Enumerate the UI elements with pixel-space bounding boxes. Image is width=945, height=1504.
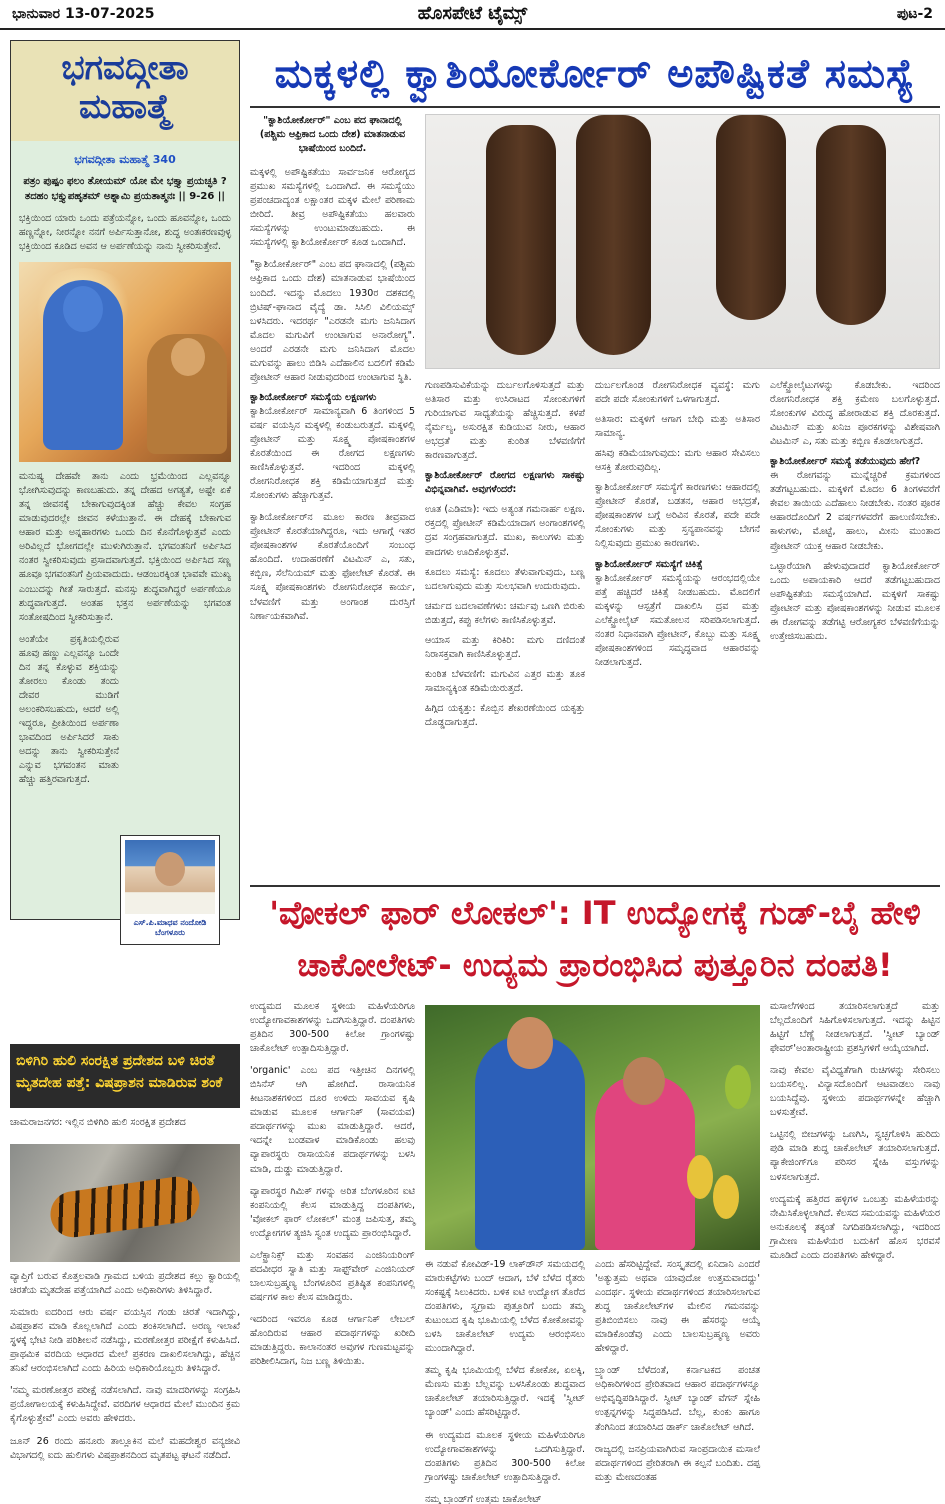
cocoa-pod xyxy=(687,1155,713,1199)
krishna-arjuna-image xyxy=(19,262,231,462)
woman-figure xyxy=(595,1075,695,1250)
leopard-para-3: 'ನಮ್ಮ ಮರಣೋತ್ತರ ಪರೀಕ್ಷೆ ನಡೆಸಲಾಗಿದೆ. ನಾವು ಮಾದರಿಗಳನ್ನು ಸಂಗ್ರಹಿಸಿ ಪ್ರಯೋಗಾಲಯಕ್ಕೆ ಕಳುಹಿಸಿದ್ದೇವೆ. ವರದಿಗಳ ಆಧಾರದ ಮೇಲೆ ಮುಂದಿನ ಕ್ರಮ ಕೈಗೊಳ್ಳುತ್ತೇವೆ' ಎಂದು ಅವರು ಹೇಳಿದರು. xyxy=(10,1385,240,1425)
kwashiorkor-c2p3: ಕೂದಲು ಸಮಸ್ಯೆ: ಕೂದಲು ತೆಳುವಾಗುವುದು, ಬಣ್ಣ ಬದಲಾಗುವುದು ಮತ್ತು ಸುಲಭವಾಗಿ ಉದುರುವುದು. xyxy=(425,566,585,592)
masthead xyxy=(0,0,945,30)
kwashiorkor-c1p3: ಕ್ವಾಶಿಯೋರ್ಕೋರ್ ಸಾಮಾನ್ಯವಾಗಿ 6 ತಿಂಗಳಿಂದ 5 ವರ್ಷ ವಯಸ್ಸಿನ ಮಕ್ಕಳಲ್ಲಿ ಕಂಡುಬರುತ್ತದೆ. ಮಕ್ಕಳಲ್ಲಿ ಪ್ರೋಟೀನ್ ಮತ್ತು ಸೂಕ್ಷ್ಮ ಪೋಷಕಾಂಶಗಳ ಕೊರತೆಯಿಂದ ಈ ರೋಗದ ಲಕ್ಷಣಗಳು ಕಾಣಿಸಿಕೊಳ್ಳುತ್ತವೆ. ಇದರಿಂದ ಮಕ್ಕಳಲ್ಲಿ ರೋಗನಿರೋಧಕ ಶಕ್ತಿ ಕಡಿಮೆಯಾಗುತ್ತದೆ ಮತ್ತು ಸೋಂಕುಗಳು ಹೆಚ್ಚಾಗುತ್ತವೆ. xyxy=(250,405,415,502)
gita-para-1: ಭಕ್ತಿಯಿಂದ ಯಾರು ಒಂದು ಪತ್ರೆಯನ್ನೋ, ಒಂದು ಹೂವನ್ನೋ, ಒಂದು ಹಣ್ಣನ್ನೋ, ನೀರನ್ನೋ ನನಗೆ ಅರ್ಪಿಸುತ್ತಾನೋ, ಶುದ್ಧ ಅಂತಃಕರಣವುಳ್ಳ ಭಕ್ತಿಯಿಂದ ಕೂಡಿದ ಅವನ ಆ ಅರ್ಪಣೆಯನ್ನು ನಾನು ಸ್ವೀಕರಿಸುತ್ತೇನೆ. xyxy=(19,213,231,253)
kwashiorkor-c2p5: ಆಯಾಸ ಮತ್ತು ಕಿರಿಕಿರಿ: ಮಗು ದಣಿದಂತೆ ನಿರಾಸಕ್ತವಾಗಿ ಕಾಣಿಸಿಕೊಳ್ಳುತ್ತದೆ. xyxy=(425,634,585,660)
chocolate-col-1 xyxy=(250,1000,415,1369)
leopard-para-1: ವ್ಯಾಪ್ತಿಗೆ ಬರುವ ಕೊತ್ತಲವಾಡಿ ಗ್ರಾಮದ ಬಳಿಯ ಪ್ರದೇಶದ ಕಲ್ಲು ಕ್ವಾರಿಯಲ್ಲಿ ಚಿರತೆಯ ಮೃತದೇಹ ಪತ್ತೆಯಾಗಿದೆ ಎಂದು ಅಧಿಕಾರಿಗಳು ತಿಳಿಸಿದ್ದಾರೆ. xyxy=(10,1271,240,1297)
child-leg xyxy=(576,115,651,355)
kwashiorkor-headline-box xyxy=(250,40,940,108)
kwashiorkor-headline: ಮಕ್ಕಳಲ್ಲಿ ಕ್ವಾಶಿಯೋರ್ಕೋರ್ ಅಪೌಷ್ಟಿಕತೆ ಸಮಸ್ಯೆ xyxy=(274,51,916,97)
newspaper-name: ಹೊಸಪೇಟೆ ಟೈಮ್ಸ್ xyxy=(417,3,528,24)
chocolate-c2p4: ನಮ್ಮ ಬ್ರಾಂಡ್‌ಗೆ ಉತ್ತಮ ಚಾಕೊಲೇಟ್ xyxy=(425,1493,542,1504)
issue-date: ಭಾನುವಾರ 13-07-2025 xyxy=(12,6,155,22)
chocolate-c2p2: ತಮ್ಮ ಕೃಷಿ ಭೂಮಿಯಲ್ಲಿ ಬೆಳೆದ ಕೋಕೋ, ಏಲಕ್ಕಿ, ಮೆಣಸು ಮತ್ತು ಬೆಲ್ಲವನ್ನು ಬಳಸಿಕೊಂಡು ಶುದ್ಧವಾದ ಚಾಕೊಲೇಟ್ ತಯಾರಿಸುತ್ತಿದ್ದಾರೆ. ಇದಕ್ಕೆ 'ಸ್ವೀಟ್ ಬ್ಯಾಂಡ್' ಎಂದು ಹೆಸರಿಟ್ಟಿದ್ದಾರೆ. xyxy=(425,1365,585,1419)
kwashiorkor-c3p1: ದುರ್ಬಲಗೊಂಡ ರೋಗನಿರೋಧಕ ವ್ಯವಸ್ಥೆ: ಮಗು ಪದೇ ಪದೇ ಸೋಂಕುಗಳಿಗೆ ಒಳಗಾಗುತ್ತದೆ. xyxy=(595,380,760,406)
chocolate-headline-box xyxy=(250,885,940,993)
gita-title-line2: ಮಹಾತ್ಮೆ xyxy=(79,87,171,128)
kwashiorkor-c4p2: ಈ ರೋಗವನ್ನು ಮುನ್ನೆಚ್ಚರಿಕೆ ಕ್ರಮಗಳಿಂದ ತಡೆಗಟ್ಟಬಹುದು. ಮಕ್ಕಳಿಗೆ ಮೊದಲ 6 ತಿಂಗಳವರೆಗೆ ಕೇವಲ ತಾಯಿಯ ಎದೆಹಾಲು ನೀಡಬೇಕು. ನಂತರ ಪೂರಕ ಆಹಾರದೊಂದಿಗೆ 2 ವರ್ಷಗಳವರೆಗೆ ಹಾಲುಣಿಸಬೇಕು. ಕಾಳುಗಳು, ಮೊಟ್ಟೆ, ಹಾಲು, ಮೀನು ಮುಂತಾದ ಪ್ರೋಟೀನ್ ಯುಕ್ತ ಆಹಾರ ನೀಡಬೇಕು. xyxy=(770,470,940,552)
leopard-para-4: ಜೂನ್ 26 ರಂದು ಹನೂರು ತಾಲ್ಲೂಕಿನ ಮಲೆ ಮಹದೇಶ್ವರ ವನ್ಯಜೀವಿ ವಿಭಾಗದಲ್ಲಿ ಐದು ಹುಲಿಗಳು ವಿಷಪ್ರಾಶನದಿಂದ ಮೃತಪಟ್ಟ ಘಟನೆ ನಡೆದಿದೆ. xyxy=(10,1435,240,1461)
chocolate-c4p1: ಮಸಾಲೆಗಳಿಂದ ತಯಾರಿಸಲಾಗುತ್ತದೆ ಮತ್ತು ಬೆಲ್ಲದೊಂದಿಗೆ ಸಿಹಿಗೊಳಿಸಲಾಗುತ್ತದೆ. ಇದನ್ನು ಹಿಟ್ಟಿನ ಹಿಟ್ಟಿಗೆ ಬೆಣ್ಣೆ ನೀಡಲಾಗುತ್ತದೆ. 'ಸ್ವೀಟ್ ಬ್ಯಾಂಡ್ ಫೇವರ್'ಅಂತಾರಾಷ್ಟ್ರೀಯ ಪ್ರಶಸ್ತಿಗಳಿಗೆ ಆಯ್ಕೆಯಾಗಿದೆ. xyxy=(770,1001,940,1055)
author-photo xyxy=(125,840,215,914)
gita-verse: ಪತ್ರಂ ಪುಷ್ಪಂ ಫಲಂ ತೋಯಮ್ ಯೋ ಮೇ ಭಕ್ತ್ಯಾ ಪ್ರಯಚ್ಛತಿ ? ತದಹಂ ಭಕ್ತ್ಯುಪಹೃತಮ್ ಅಶ್ನಾಮಿ ಪ್ರಯತಾತ್ಮನಃ || 9-26 || xyxy=(23,176,227,202)
chocolate-col-3 xyxy=(595,1258,760,1485)
leopard-article xyxy=(10,1044,240,1499)
gita-para-2: ಮನುಷ್ಯ ದೇಹವೇ ತಾನು ಎಂದು ಭ್ರಮೆಯಿಂದ ಎಲ್ಲವನ್ನೂ ಭೋಗಿಸುವುದನ್ನು ಕಾಣಬಹುದು. ತನ್ನ ದೇಹದ ಅಗತ್ಯತೆ, ಅಷ್ಟೇ ಏಕೆ ತನ್ನ ಜೀವನಕ್ಕೆ ಬೇಕಾಗುವುದಕ್ಕಿಂತ ಹೆಚ್ಚು ಕೇವಲ ಸಂಗ್ರಹ ಮಾಡುವುದರಲ್ಲೇ ಜೀವನ ಕಳೆಯುತ್ತಾನೆ. ಈ ದೇಹಕ್ಕೆ ಬೇಕಾಗುವ ಆಹಾರ ಮತ್ತು ಅನ್ನಹಾರಗಳು ಒಂದು ದಿನ ಕೊನೆಗೊಳ್ಳುತ್ತವೆ ಎಂದು ಅರಿವಿಲ್ಲದೆ ಭೋಗದಲ್ಲೇ ಮುಳುಗಿರುತ್ತಾನೆ. ಭಗವಂತನಿಗೆ ಅರ್ಪಿಸಿದ ನಂತರ ಸ್ವೀಕರಿಸುವುದು ಪ್ರಸಾದವಾಗುತ್ತದೆ. ಭಕ್ತಿಯಿಂದ ಅರ್ಪಿಸಿದ ಸಣ್ಣ ಹೂವೂ ಭಗವಂತನಿಗೆ ಪ್ರಿಯವಾದುದು. ಆಡಂಬರಕ್ಕಿಂತ ಭಾವವೇ ಮುಖ್ಯ ಎಂಬುದನ್ನು ಗೀತೆ ಸಾರುತ್ತದೆ. ಮನಸ್ಸು ಶುದ್ಧವಾಗಿದ್ದರೆ ಅರ್ಪಣೆಯೂ ಶುದ್ಧವಾಗುತ್ತದೆ. ಅಂತಹ ಭಕ್ತನ ಅರ್ಪಣೆಯನ್ನು ಭಗವಂತ ಸಂತೋಷದಿಂದ ಸ್ವೀಕರಿಸುತ್ತಾನೆ. xyxy=(19,471,231,623)
chocolate-c3p2: ಬ್ರ್ಯಾಂಡ್ ಬೆಳೆದಂತೆ, ಕರ್ನಾಟಕದ ಪಂಚತ ಅಧಿಕಾರಿಗಳಿಂದ ಪ್ರೇರಿತವಾದ ಆಹಾರ ಪದಾರ್ಥಗಳನ್ನೂ ಅಭಿವೃದ್ಧಿಪಡಿಸಿದ್ದಾರೆ. ಸ್ವೀಟ್ ಬ್ಯಾಂಡ್ ವೆಗನ್ ಸ್ನೇಹಿ ಉತ್ಪನ್ನಗಳನ್ನು ಸಿದ್ಧಪಡಿಸಿದೆ. ಬೆಲ್ಲ, ಕುಂಕು ಹಾಗೂ ತೆಂಗಿನಿಂದ ತಯಾರಿಸಿದ ಡಾರ್ಕ್ ಚಾಕೊಲೇಟ್ ಆಗಿದೆ. xyxy=(595,1365,760,1433)
chocolate-c1p4: ಎಲೆಕ್ಟ್ರಾನಿಕ್ಸ್ ಮತ್ತು ಸಂವಹನ ಎಂಜಿನಿಯರಿಂಗ್ ಪದವೀಧರ ಸ್ವಾತಿ ಮತ್ತು ಸಾಫ್ಟ್‌ವೇರ್ ಎಂಜಿನಿಯರ್ ಬಾಲಸುಬ್ರಹ್ಮಣ್ಯ ಬೆಂಗಳೂರಿನ ಪ್ರತಿಷ್ಠಿತ ಕಂಪನಿಗಳಲ್ಲಿ ವರ್ಷಗಳ ಕಾಲ ಕೆಲಸ ಮಾಡಿದ್ದರು. xyxy=(250,1249,415,1303)
kwashiorkor-article xyxy=(250,114,940,874)
gita-column xyxy=(10,40,240,920)
page-number: ಪುಟ-2 xyxy=(896,6,933,22)
kwashiorkor-c2p1: ಗುಣಪಡಿಸುವಿಕೆಯನ್ನು ದುರ್ಬಲಗೊಳಿಸುತ್ತದೆ ಮತ್ತು ಅತಿಸಾರ ಮತ್ತು ಉಸಿರಾಟದ ಸೋಂಕುಗಳಿಗೆ ಗುರಿಯಾಗುವ ಸಾಧ್ಯತೆಯನ್ನು ಹೆಚ್ಚಿಸುತ್ತದೆ. ಕಳಪೆ ನೈರ್ಮಲ್ಯ, ಅಸುರಕ್ಷಿತ ಕುಡಿಯುವ ನೀರು, ಆಹಾರ ಅಭದ್ರತೆ ಮತ್ತು ಕುಂಠಿತ ಬೆಳವಣಿಗೆಗೆ ಕಾರಣವಾಗುತ್ತದೆ. xyxy=(425,380,585,462)
chocolate-c1p1: ಉದ್ಯಮದ ಮೂಲಕ ಸ್ಥಳೀಯ ಮಹಿಳೆಯರಿಗೂ ಉದ್ಯೋಗಾವಕಾಶಗಳನ್ನು ಒದಗಿಸುತ್ತಿದ್ದಾರೆ. ದಂಪತಿಗಳು ಪ್ರತಿದಿನ 300-500 ಕಿಲೋ ಗ್ರಾಂಗಳಷ್ಟು ಚಾಕೊಲೇಟ್ ಉತ್ಪಾದಿಸುತ್ತಿದ್ದಾರೆ. xyxy=(250,1001,415,1055)
kwashiorkor-c4h1: ಕ್ವಾಶಿಯೋರ್ಕೋರ್ ಸಮಸ್ಯೆ ತಡೆಯುವುದು ಹೇಗೆ? xyxy=(770,456,921,468)
kwashiorkor-c2h1: ಕ್ವಾಶಿಯೋರ್ಕೋರ್ ರೋಗದ ಲಕ್ಷಣಗಳು ಸಾಕಷ್ಟು ವಿಭಿನ್ನವಾಗಿವೆ. ಅವುಗಳೆಂದರೆ: xyxy=(425,470,585,496)
gita-title-box xyxy=(11,41,239,141)
kwashiorkor-lead: "ಕ್ವಾಶಿಯೋರ್ಕೋರ್" ಎಂಬ ಪದ ಘಾನಾದಲ್ಲಿ (ಪಶ್ಚಿಮ ಆಫ್ರಿಕಾದ ಒಂದು ದೇಶ) ಮಾತನಾಡುವ ಭಾಷೆಯಿಂದ ಬಂದಿದೆ. xyxy=(259,115,406,155)
gita-title xyxy=(11,49,239,127)
chocolate-col-2 xyxy=(425,1258,585,1504)
chocolate-c4p3: ಒಟ್ಟಿನಲ್ಲಿ ಬೀಜಗಳನ್ನು ಒಣಗಿಸಿ, ಸ್ವಚ್ಛಗೊಳಿಸಿ ಹುರಿದು ಪುಡಿ ಮಾಡಿ ಶುದ್ಧ ಚಾಕೊಲೇಟ್ ತಯಾರಿಸಲಾಗುತ್ತದೆ. ಪ್ಯಾಕೇಜಿಂಗ್‌ಗೂ ಪರಿಸರ ಸ್ನೇಹಿ ವಸ್ತುಗಳನ್ನು ಬಳಸಲಾಗುತ್ತದೆ. xyxy=(770,1129,940,1183)
chocolate-headline-line2: ಚಾಕೋಲೇಟ್- ಉದ್ಯಮ ಪ್ರಾರಂಭಿಸಿದ ಪುತ್ತೂರಿನ ದಂಪತಿ! xyxy=(297,946,893,984)
cocoa-pod xyxy=(725,1065,751,1109)
chocolate-c1p2: 'organic' ಎಂಬ ಪದ ಇತ್ತೀಚಿನ ದಿನಗಳಲ್ಲಿ ಬಿಸಿನೆಸ್ ಆಗಿ ಹೋಗಿದೆ. ರಾಸಾಯನಿಕ ಕೀಟನಾಶಕಗಳಿಂದ ದೂರ ಉಳಿದು ಸಾವಯವ ಕೃಷಿ ಮಾಡುವ ಮೂಲಕ ಆರ್ಗಾನಿಕ್ (ಸಾವಯವ) ಪದಾರ್ಥಗಳನ್ನು ಮುಖ ಮಾಡುತ್ತಿದ್ದಾರೆ. ಆದರೆ, ಇದನ್ನೇ ಬಂಡವಾಳ ಮಾಡಿಕೊಂಡು ಹಲವು ವ್ಯಾಪಾರಸ್ಥರು ರಾಸಾಯನಿಕ ಪದಾರ್ಥಗಳನ್ನು ಬಳಸಿ ಮಾಡಿ, ದುಡ್ಡು ಮಾಡುತ್ತಿದ್ದಾರೆ. xyxy=(250,1065,415,1175)
krishna-figure xyxy=(43,280,123,450)
leopard-image xyxy=(10,1144,240,1262)
kwashiorkor-c3p5: ಕ್ವಾಶಿಯೋರ್ಕೋರ್ ಸಮಸ್ಯೆಯನ್ನು ಆರಂಭದಲ್ಲಿಯೇ ಪತ್ತೆ ಹಚ್ಚಿದರೆ ಚಿಕಿತ್ಸೆ ನೀಡಬಹುದು. ಮೊದಲಿಗೆ ಮಕ್ಕಳನ್ನು ಆಸ್ಪತ್ರೆಗೆ ದಾಖಲಿಸಿ ದ್ರವ ಮತ್ತು ಎಲೆಕ್ಟ್ರೋಲೈಟ್ ಸಮತೋಲನ ಸರಿಪಡಿಸಲಾಗುತ್ತದೆ. ನಂತರ ನಿಧಾನವಾಗಿ ಪ್ರೋಟೀನ್, ಕೊಬ್ಬು ಮತ್ತು ಸೂಕ್ಷ್ಮ ಪೋಷಕಾಂಶಗಳಿಂದ ಸಮೃದ್ಧವಾದ ಆಹಾರವನ್ನು ನೀಡಲಾಗುತ್ತದೆ. xyxy=(595,572,760,668)
cocoa-pod xyxy=(713,1175,739,1219)
man-figure xyxy=(475,1035,585,1250)
kwashiorkor-c4p3: ಒಟ್ಟಾರೆಯಾಗಿ ಹೇಳುವುದಾದರೆ ಕ್ವಾಶಿಯೋರ್ಕೋರ್ ಒಂದು ಅಪಾಯಕಾರಿ ಆದರೆ ತಡೆಗಟ್ಟಬಹುದಾದ ಅಪೌಷ್ಟಿಕತೆಯ ಸಮಸ್ಯೆಯಾಗಿದೆ. ಮಕ್ಕಳಿಗೆ ಸಾಕಷ್ಟು ಪ್ರೋಟೀನ್ ಮತ್ತು ಪೋಷಕಾಂಶಗಳನ್ನು ನೀಡುವ ಮೂಲಕ ಈ ರೋಗವನ್ನು ತಡೆಗಟ್ಟಿ ಆರೋಗ್ಯಕರ ಬೆಳವಣಿಗೆಯನ್ನು ಉತ್ತೇಜಿಸಬಹುದು. xyxy=(770,560,940,642)
chocolate-c3p3: ರಾಜ್ಯದಲ್ಲಿ ಜನಪ್ರಿಯವಾಗಿರುವ ಸಾಂಪ್ರದಾಯಿಕ ಮಸಾಲೆ ಪದಾರ್ಥಗಳಿಂದ ಪ್ರೇರಿತರಾಗಿ ಈ ಕಲ್ಪನೆ ಬಂದಿತು. ದಪ್ಪ ಮತ್ತು ಮೇಣದಂತಹ xyxy=(595,1443,760,1483)
arjuna-figure xyxy=(147,334,227,454)
leopard-dateline: ಚಾಮರಾಜನಗರ: ಇಲ್ಲಿನ ಬಿಳಿಗಿರಿ ಹುಲಿ ಸಂರಕ್ಷಿತ ಪ್ರದೇಶದ xyxy=(10,1117,186,1128)
leopard-para-2: ಸುಮಾರು ಐದರಿಂದ ಆರು ವರ್ಷ ವಯಸ್ಸಿನ ಗಂಡು ಚಿರತೆ ಇದಾಗಿದ್ದು, ವಿಷಪ್ರಾಶನ ಮಾಡಿ ಕೊಲ್ಲಲಾಗಿದೆ ಎಂದು ಶಂಕಿಸಲಾಗಿದೆ. ಅರಣ್ಯ ಇಲಾಖೆ ಸ್ಥಳಕ್ಕೆ ಭೇಟಿ ನೀಡಿ ಪರಿಶೀಲನೆ ನಡೆಸಿದ್ದು, ಮರಣೋತ್ತರ ಪರೀಕ್ಷೆಗೆ ಕಳುಹಿಸಿದೆ. ಪ್ರಾಥಮಿಕ ವರದಿಯ ಆಧಾರದ ಮೇಲೆ ಪ್ರಕರಣ ದಾಖಲಿಸಲಾಗಿದ್ದು, ಹೆಚ್ಚಿನ ತನಿಖೆ ಆರಂಭಿಸಲಾಗಿದೆ ಎಂದು ಹಿರಿಯ ಅಧಿಕಾರಿಯೊಬ್ಬರು ತಿಳಿಸಿದ್ದಾರೆ. xyxy=(10,1307,240,1375)
chocolate-c3p1: ಎಂದು ಹೆಸರಿಟ್ಟಿದ್ದೇವೆ. ಸಂಸ್ಕೃತದಲ್ಲಿ ಏನಿದಾನಿ ಎಂದರೆ 'ಅತ್ಯುತ್ತಮ ಅಥವಾ ಯಾವುದೋ ಉತ್ತಮವಾದದ್ದು' ಎಂದರ್ಥ. ಸ್ಥಳೀಯ ಪದಾರ್ಥಗಳಿಂದ ತಯಾರಿಸಲಾಗುವ ಶುದ್ಧ ಚಾಕೊಲೇಟ್‌ಗಳ ಮೇಲಿನ ಗಮನವನ್ನು ಪ್ರತಿಬಿಂಬಿಸಲು ನಾವು ಈ ಹೆಸರನ್ನು ಆಯ್ಕೆ ಮಾಡಿಕೊಂಡೆವು ಎಂದು ಬಾಲಸುಬ್ರಹ್ಮಣ್ಯ ಅವರು ಹೇಳಿದ್ದಾರೆ. xyxy=(595,1259,760,1355)
chocolate-c2p1: ಈ ನಡುವೆ ಕೋವಿಡ್-19 ಲಾಕ್‌ಡೌನ್ ಸಮಯದಲ್ಲಿ ಮಾರುಕಟ್ಟೆಗಳು ಬಂದ್ ಆದಾಗ, ಬೆಳೆ ಬೆಳೆದ ರೈತರು ಸಂಕಷ್ಟಕ್ಕೆ ಸಿಲುಕಿದರು. ಬಳಿಕ ಐಟಿ ಉದ್ಯೋಗ ತೊರೆದ ದಂಪತಿಗಳು, ಸ್ವಗ್ರಾಮ ಪುತ್ತೂರಿಗೆ ಬಂದು ತಮ್ಮ ಕುಟುಂಬದ ಕೃಷಿ ಭೂಮಿಯಲ್ಲಿ ಬೆಳೆದ ಕೋಕೋವನ್ನು ಬಳಸಿ ಚಾಕೊಲೇಟ್ ಉದ್ಯಮ ಆರಂಭಿಸಲು ಮುಂದಾಗಿದ್ದಾರೆ. xyxy=(425,1259,585,1355)
leopard-headline: ಬಿಳಿಗಿರಿ ಹುಲಿ ಸಂರಕ್ಷಿತ ಪ್ರದೇಶದ ಬಳಿ ಚಿರತೆ ಮೃತದೇಹ ಪತ್ತೆ: ವಿಷಪ್ರಾಶನ ಮಾಡಿರುವ ಶಂಕೆ xyxy=(10,1044,240,1108)
kwashiorkor-c1p4: ಕ್ವಾಶಿಯೋರ್ಕೋರ್‌ನ ಮೂಲ ಕಾರಣ ತೀವ್ರವಾದ ಪ್ರೋಟೀನ್ ಕೊರತೆಯಾಗಿದ್ದರೂ, ಇದು ಆಗಾಗ್ಗೆ ಇತರ ಪೋಷಕಾಂಶಗಳ ಕೊರತೆಯೊಂದಿಗೆ ಸಂಬಂಧ ಹೊಂದಿದೆ. ಉದಾಹರಣೆಗೆ ವಿಟಮಿನ್ ಎ, ಸತು, ಕಬ್ಬಿಣ, ಸೆಲೆನಿಯಮ್ ಮತ್ತು ಫೋಲೇಟ್ ಕೊರತೆ. ಈ ಸೂಕ್ಷ್ಮ ಪೋಷಕಾಂಶಗಳು ರೋಗನಿರೋಧಕ ಕಾರ್ಯ, ಬೆಳವಣಿಗೆ ಮತ್ತು ಅಂಗಾಂಶ ದುರಸ್ತಿಗೆ ನಿರ್ಣಾಯಕವಾಗಿವೆ. xyxy=(250,512,415,622)
chocolate-article xyxy=(250,1000,940,1504)
kwashiorkor-col-3 xyxy=(595,379,760,670)
kwashiorkor-c2p6: ಕುಂಠಿತ ಬೆಳವಣಿಗೆ: ಮಗುವಿನ ಎತ್ತರ ಮತ್ತು ತೂಕ ಸಾಮಾನ್ಯಕ್ಕಿಂತ ಕಡಿಮೆಯಿರುತ್ತದೆ. xyxy=(425,668,585,694)
gita-verse-ref: ಭಗವದ್ಗೀತಾ ಮಹಾತ್ಮೆ 340 xyxy=(74,153,176,166)
kwashiorkor-c2p2: ಊತ (ಎಡಿಮಾ): ಇದು ಅತ್ಯಂತ ಗಮನಾರ್ಹ ಲಕ್ಷಣ. ರಕ್ತದಲ್ಲಿ ಪ್ರೋಟೀನ್ ಕಡಿಮೆಯಾದಾಗ ಅಂಗಾಂಶಗಳಲ್ಲಿ ದ್ರವ ಸಂಗ್ರಹವಾಗುತ್ತದೆ. ಮುಖ, ಕಾಲುಗಳು ಮತ್ತು ಪಾದಗಳು ಊದಿಕೊಳ್ಳುತ್ತವೆ. xyxy=(425,504,585,558)
gita-title-line1: ಭಗವದ್ಗೀತಾ xyxy=(61,48,189,88)
gita-para-3: ಅಂತೆಯೇ ಪ್ರಕೃತಿಯಲ್ಲಿರುವ ಹೂವು ಹಣ್ಣು ಎಲ್ಲವನ್ನೂ ಒಂದೇ ದಿನ ತನ್ನ ಕೊಳ್ಳುವ ಶಕ್ತಿಯನ್ನು ತೋರಲು ಕೊಂಡು ತಂದು ದೇವರ ಮುಡಿಗೆ ಅಲಂಕರಿಸಬಹುದು, ಆದರೆ ಅಲ್ಲಿ ಇದ್ದರೂ, ಪ್ರೀತಿಯಿಂದ ಅರ್ಪಣಾ ಭಾವದಿಂದ ಅರ್ಪಿಸಿದರೆ ಸಾಕು ಅದನ್ನು ತಾನು ಸ್ವೀಕರಿಸುತ್ತೇನೆ ಎನ್ನುವ ಭಗವಂತನ ಮಾತು ಹೆಚ್ಚು ಹತ್ತಿರವಾಗುತ್ತದೆ. xyxy=(19,633,119,786)
couple-image xyxy=(425,1005,760,1250)
kwashiorkor-c3p3: ಹಸಿವು ಕಡಿಮೆಯಾಗುವುದು: ಮಗು ಆಹಾರ ಸೇವಿಸಲು ಆಸಕ್ತಿ ತೋರುವುದಿಲ್ಲ. xyxy=(595,448,760,474)
kwashiorkor-c3p2: ಅತಿಸಾರ: ಮಕ್ಕಳಿಗೆ ಆಗಾಗ ಬೇಧಿ ಮತ್ತು ಅತಿಸಾರ ಸಾಮಾನ್ಯ. xyxy=(595,414,760,440)
kwashiorkor-c1p1: ಮಕ್ಕಳಲ್ಲಿ ಅಪೌಷ್ಟಿಕತೆಯು ಸಾರ್ವಜನಿಕ ಆರೋಗ್ಯದ ಪ್ರಮುಖ ಸಮಸ್ಯೆಗಳಲ್ಲಿ ಒಂದಾಗಿದೆ. ಈ ಸಮಸ್ಯೆಯು ಪ್ರಪಂಚದಾದ್ಯಂತ ಲಕ್ಷಾಂತರ ಮಕ್ಕಳ ಮೇಲೆ ಪರಿಣಾಮ ಬೀರಿದೆ. ತೀವ್ರ ಅಪೌಷ್ಟಿಕತೆಯು ಹಲವಾರು ಸಮಸ್ಯೆಗಳನ್ನು ಉಂಟುಮಾಡಬಹುದು. ಈ ಸಮಸ್ಯೆಗಳಲ್ಲಿ ಕ್ವಾಶಿಯೋರ್ಕೋರ್ ಕೂಡ ಒಂದಾಗಿದೆ. xyxy=(250,167,415,249)
chocolate-headline-line1: 'ವೋಕಲ್ ಫಾರ್ ಲೋಕಲ್': IT ಉದ್ಯೋಗಕ್ಕೆ ಗುಡ್-ಬೈ ಹೇಳಿ xyxy=(269,894,921,932)
kwashiorkor-col-1 xyxy=(250,114,415,624)
chocolate-c4p2: ನಾವು ಕೇವಲ ವೈವಿಧ್ಯತೆಗಾಗಿ ರುಚಿಗಳನ್ನು ಸೇರಿಸಲು ಬಯಸಲಿಲ್ಲ. ವಿನ್ಯಾಸದೊಂದಿಗೆ ಆಟವಾಡಲು ನಾವು ಬಯಸಿದ್ದೆವು. ಸ್ಥಳೀಯ ಪದಾರ್ಥಗಳನ್ನೇ ಹೆಚ್ಚಾಗಿ ಬಳಸುತ್ತೇವೆ. xyxy=(770,1065,940,1119)
leopard-figure xyxy=(48,1174,203,1240)
kwashiorkor-c4p1: ಎಲೆಕ್ಟ್ರೋಲೈಟುಗಳನ್ನು ಕೊಡಬೇಕು. ಇದರಿಂದ ರೋಗನಿರೋಧಕ ಶಕ್ತಿ ಕ್ರಮೇಣ ಬಲಗೊಳ್ಳುತ್ತದೆ. ಸೋಂಕುಗಳ ವಿರುದ್ಧ ಹೋರಾಡುವ ಶಕ್ತಿ ದೊರಕುತ್ತದೆ. ವಿಟಮಿನ್ ಮತ್ತು ಖನಿಜ ಪೂರಕಗಳನ್ನು ವಿಶೇಷವಾಗಿ ವಿಟಮಿನ್ ಎ, ಸತು ಮತ್ತು ಕಬ್ಬಿಣ ಕೊಡಲಾಗುತ್ತದೆ. xyxy=(770,380,940,448)
kwashiorkor-c1p2: "ಕ್ವಾಶಿಯೋರ್ಕೋರ್" ಎಂಬ ಪದ ಘಾನಾದಲ್ಲಿ (ಪಶ್ಚಿಮ ಆಫ್ರಿಕಾದ ಒಂದು ದೇಶ) ಮಾತನಾಡುವ ಭಾಷೆಯಿಂದ ಬಂದಿದೆ. ಇದನ್ನು ಮೊದಲು 1930ರ ದಶಕದಲ್ಲಿ ಬ್ರಿಟಿಷ್-ಘಾನಾದ ವೈದ್ಯೆ ಡಾ. ಸಿಸಿಲಿ ವಿಲಿಯಮ್ಸ್ ಬಳಸಿದರು. ಇದರರ್ಥ "ಎರಡನೇ ಮಗು ಜನಿಸಿದಾಗ ಮೊದಲ ಮಗುವಿಗೆ ಉಂಟಾಗುವ ಅನಾರೋಗ್ಯ". ಅಂದರೆ ಎರಡನೇ ಮಗು ಜನಿಸಿದಾಗ ಮೊದಲ ಮಗುವನ್ನು ಹಾಲು ಬಿಡಿಸಿ ಎದೆಹಾಲಿನ ಬದಲಿಗೆ ಕಡಿಮೆ ಪ್ರೋಟೀನ್ ಆಹಾರ ನೀಡುವುದರಿಂದ ಉಂಟಾಗುವ ಸ್ಥಿತಿ. xyxy=(250,259,415,383)
author-box xyxy=(120,835,220,945)
child-leg xyxy=(486,125,556,355)
kwashiorkor-col-4 xyxy=(770,379,940,644)
kwashiorkor-c3h1: ಕ್ವಾಶಿಯೋರ್ಕೋರ್ ಸಮಸ್ಯೆಗೆ ಚಿಕಿತ್ಸೆ xyxy=(595,558,703,570)
gita-body xyxy=(11,141,239,920)
kwashiorkor-c3p4: ಕ್ವಾಶಿಯೋರ್ಕೋರ್ ಸಮಸ್ಯೆಗೆ ಕಾರಣಗಳು: ಆಹಾರದಲ್ಲಿ ಪ್ರೋಟೀನ್ ಕೊರತೆ, ಬಡತನ, ಆಹಾರ ಅಭದ್ರತೆ, ಪೋಷಕಾಂಶಗಳ ಬಗ್ಗೆ ಅರಿವಿನ ಕೊರತೆ, ಪದೇ ಪದೇ ಸೋಂಕುಗಳು ಮತ್ತು ಸ್ತನ್ಯಪಾನವನ್ನು ಬೇಗನೆ ನಿಲ್ಲಿಸುವುದು ಪ್ರಮುಖ ಕಾರಣಗಳು. xyxy=(595,482,760,550)
chocolate-col-4 xyxy=(770,1000,940,1263)
author-place: ಬೆಂಗಳೂರು xyxy=(155,928,185,938)
kwashiorkor-col-2 xyxy=(425,379,585,730)
kwashiorkor-c1h1: ಕ್ವಾಶಿಯೋರ್ಕೋರ್ ಸಮಸ್ಯೆಯ ಲಕ್ಷಣಗಳು xyxy=(250,391,377,403)
chocolate-c1p3: ವ್ಯಾಪಾರಸ್ಥರ ಗಿಮಿಕ್ ಗಳನ್ನು ಅರಿತ ಬೆಂಗಳೂರಿನ ಐಟಿ ಕಂಪನಿಯಲ್ಲಿ ಕೆಲಸ ಮಾಡುತ್ತಿದ್ದ ದಂಪತಿಗಳು, 'ವೋಕಲ್ ಫಾರ್ ಲೋಕಲ್' ಮಂತ್ರ ಜಪಿಸುತ್ತ, ತಮ್ಮ ಉದ್ಯೋಗಗಳ ತ್ಯಜಿಸಿ ಸ್ವಂತ ಉದ್ಯಮ ಪ್ರಾರಂಭಿಸಿದ್ದಾರೆ. xyxy=(250,1185,415,1239)
child-leg xyxy=(816,125,886,325)
chocolate-c4p4: ಉದ್ಯಮಕ್ಕೆ ಹತ್ತಿರದ ಹಳ್ಳಿಗಳ ಒಂಬತ್ತು ಮಹಿಳೆಯರನ್ನು ನೇಮಿಸಿಕೊಳ್ಳಲಾಗಿದೆ. ಕೆಲಸದ ಸಮಯವನ್ನು ಮಹಿಳೆಯರ ಅನುಕೂಲಕ್ಕೆ ತಕ್ಕಂತೆ ನಿಗದಿಪಡಿಸಲಾಗಿದ್ದು, ಇದರಿಂದ ಗ್ರಾಮೀಣ ಮಹಿಳೆಯರ ಬದುಕಿಗೆ ಹೊಸ ಭರವಸೆ ಮೂಡಿದೆ ಎಂದು ದಂಪತಿಗಳು ಹೇಳಿದ್ದಾರೆ. xyxy=(770,1193,940,1261)
swollen-legs-image xyxy=(425,114,940,369)
kwashiorkor-c2p7: ಹಿಗ್ಗಿದ ಯಕೃತ್ತು: ಕೊಬ್ಬಿನ ಶೇಖರಣೆಯಿಂದ ಯಕೃತ್ತು ದೊಡ್ಡದಾಗುತ್ತದೆ. xyxy=(425,702,585,728)
author-name: ಎಸ್.ಪಿ.ಮಾಧವ ನಂದೋಡಿ xyxy=(133,918,207,927)
chocolate-c2p3: ಈ ಉದ್ಯಮದ ಮೂಲಕ ಸ್ಥಳೀಯ ಮಹಿಳೆಯರಿಗೂ ಉದ್ಯೋಗಾವಕಾಶಗಳನ್ನು ಒದಗಿಸುತ್ತಿದ್ದಾರೆ. ದಂಪತಿಗಳು ಪ್ರತಿದಿನ 300-500 ಕಿಲೋ ಗ್ರಾಂಗಳಷ್ಟು ಚಾಕೊಲೇಟ್ ಉತ್ಪಾದಿಸುತ್ತಿದ್ದಾರೆ. xyxy=(425,1429,585,1483)
chocolate-c1p5: ಇದರಿಂದ ಇವರೂ ಕೂಡ ಆರ್ಗಾನಿಕ್ ಲೇಬಲ್ ಹೊಂದಿರುವ ಆಹಾರ ಪದಾರ್ಥಗಳನ್ನು ಖರೀದಿ ಮಾಡುತ್ತಿದ್ದರು. ಕಾಲಾನಂತರ ಅವುಗಳ ಗುಣಮಟ್ಟವನ್ನು ಪರಿಶೀಲಿಸಿದಾಗ, ನಿಜ ಬಣ್ಣ ತಿಳಿಯಿತು. xyxy=(250,1313,415,1368)
kwashiorkor-c2p4: ಚರ್ಮದ ಬದಲಾವಣೆಗಳು: ಚರ್ಮವು ಒಣಗಿ ಬಿರುಕು ಬಿಡುತ್ತದೆ, ಕಪ್ಪು ಕಲೆಗಳು ಕಾಣಿಸಿಕೊಳ್ಳುತ್ತವೆ. xyxy=(425,600,585,626)
child-leg xyxy=(716,115,786,320)
